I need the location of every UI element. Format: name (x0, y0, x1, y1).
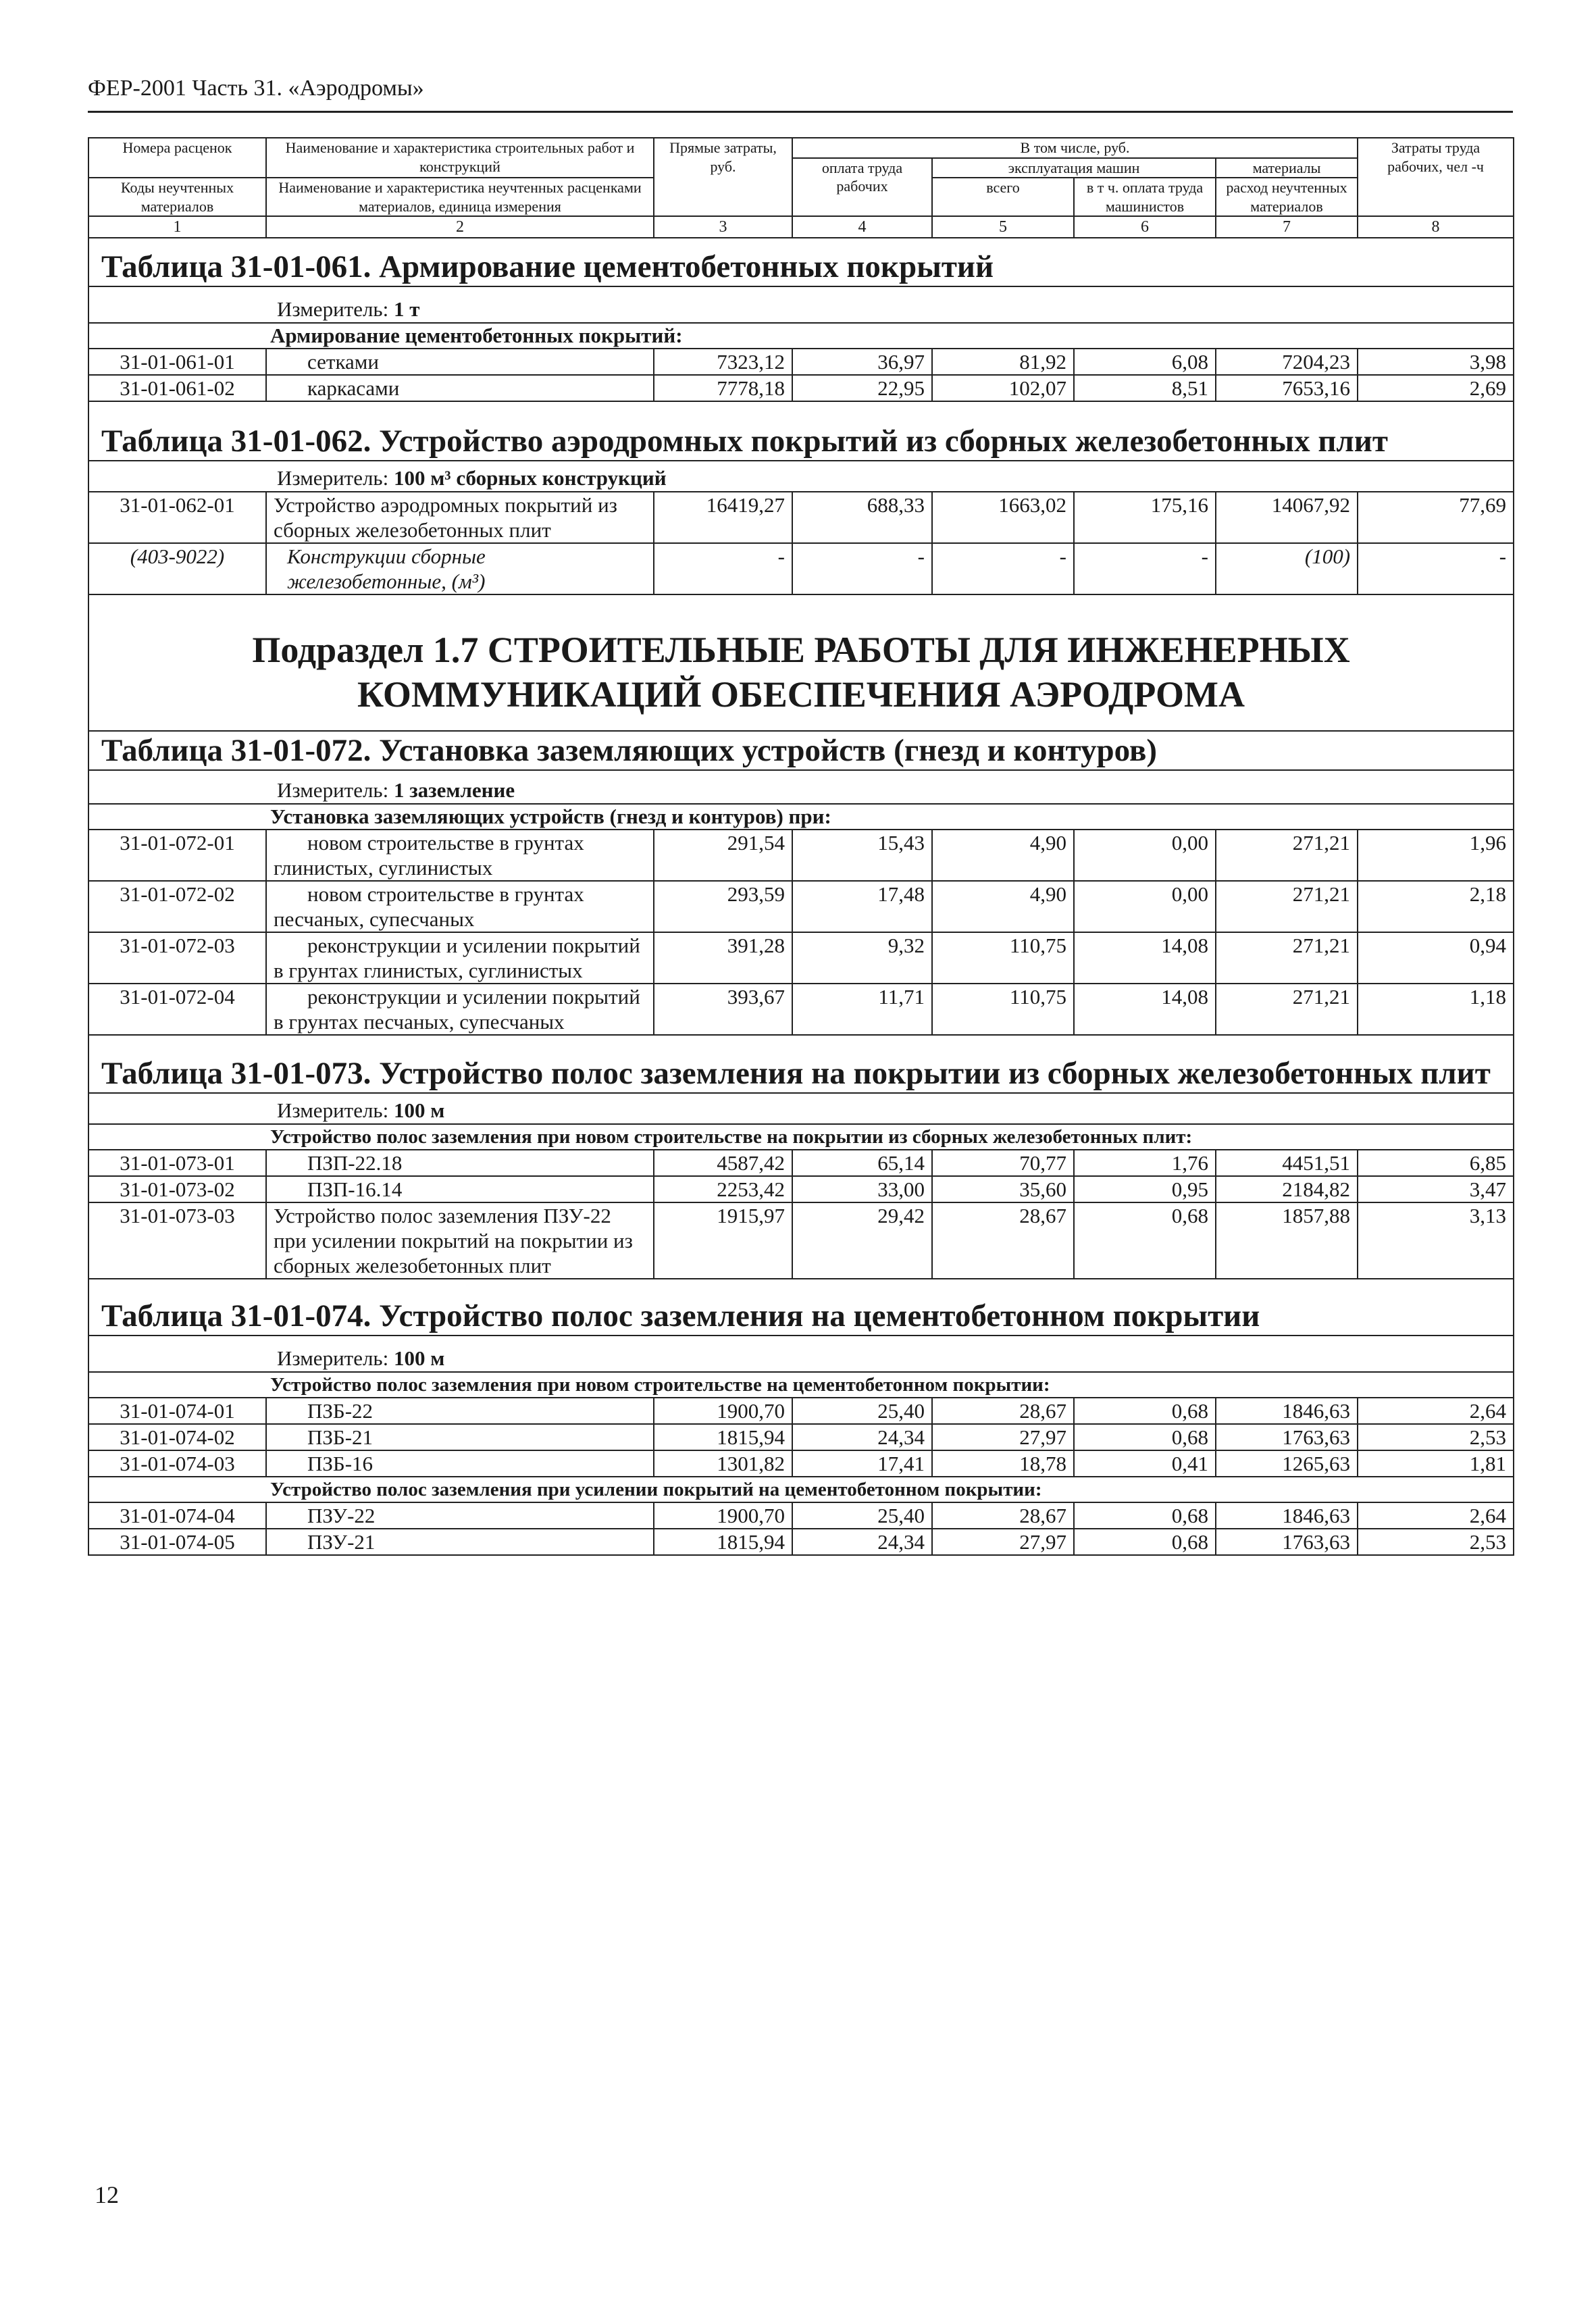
table-cell: 25,40 (792, 1398, 932, 1424)
table-cell: Подраздел 1.7 СТРОИТЕЛЬНЫЕ РАБОТЫ ДЛЯ ИНЖЕНЕРНЫХ КОММУНИКАЦИЙ ОБЕСПЕЧЕНИЯ АЭРОДРОМА (88, 594, 1514, 731)
table-cell: 4,90 (932, 830, 1074, 881)
table-cell: 2,64 (1358, 1502, 1514, 1529)
table-row (88, 1150, 1514, 1176)
table-cell: 29,42 (792, 1202, 932, 1279)
col-machines-total: всего (932, 178, 1074, 216)
table-cell: 0,68 (1074, 1529, 1216, 1555)
table-cell: 2,53 (1358, 1424, 1514, 1450)
table-cell: ПЗБ-21 (266, 1424, 654, 1450)
table-cell: ПЗБ-16 (266, 1450, 654, 1477)
table-cell: Установка заземляющих устройств (гнезд и контуров) при: (88, 804, 1514, 830)
table-cell: 77,69 (1358, 492, 1514, 543)
table-cell: 110,75 (932, 932, 1074, 984)
col-material-codes: Коды неучтенных материалов (88, 178, 266, 216)
table-cell: 1846,63 (1216, 1502, 1358, 1529)
table-cell: 393,67 (654, 984, 792, 1035)
table-cell: 271,21 (1216, 830, 1358, 881)
col-machines: эксплуатация машин (932, 158, 1216, 178)
table-cell: 7204,23 (1216, 349, 1358, 375)
subsection-title (88, 594, 1514, 731)
table-cell: 14067,92 (1216, 492, 1358, 543)
page-number: 12 (95, 2181, 119, 2208)
table-row (88, 881, 1514, 932)
table-cell: ПЗБ-22 (266, 1398, 654, 1424)
table-cell: Измеритель: 1 заземление (88, 770, 1514, 804)
material-row (88, 543, 1514, 594)
table-cell: 31-01-072-02 (88, 881, 266, 932)
table-cell: Армирование цементобетонных покрытий: (88, 323, 1514, 349)
col-labor: Затраты труда рабочих, чел -ч (1358, 138, 1514, 216)
table-cell: 4451,51 (1216, 1150, 1358, 1176)
table-cell: 28,67 (932, 1398, 1074, 1424)
table-074-section-2 (88, 1477, 1514, 1502)
table-cell: - (792, 543, 932, 594)
table-cell: 1763,63 (1216, 1529, 1358, 1555)
table-cell: 175,16 (1074, 492, 1216, 543)
table-cell: 14,08 (1074, 984, 1216, 1035)
table-cell: Устройство полос заземления при усилении покрытий на цементобетонном покрытии: (88, 1477, 1514, 1502)
table-cell: реконструкции и усилении покрытий в грунтах глинистых, суглинистых (266, 932, 654, 984)
table-row (88, 984, 1514, 1035)
table-cell: 0,00 (1074, 830, 1216, 881)
table-cell: 1,81 (1358, 1450, 1514, 1477)
table-cell: ПЗУ-21 (266, 1529, 654, 1555)
table-cell: 0,94 (1358, 932, 1514, 984)
table-cell: 1 (88, 216, 266, 238)
table-cell: 31-01-062-01 (88, 492, 266, 543)
table-cell: 31-01-074-05 (88, 1529, 266, 1555)
table-cell: 7323,12 (654, 349, 792, 375)
table-cell: 2,64 (1358, 1398, 1514, 1424)
table-cell: реконструкции и усилении покрытий в грунтах песчаных, супесчаных (266, 984, 654, 1035)
table-062-meter (88, 461, 1514, 492)
table-cell: Таблица 31-01-074. Устройство полос заземления на цементобетонном покрытии (88, 1279, 1514, 1336)
table-cell: 1815,94 (654, 1424, 792, 1450)
table-cell: (403-9022) (88, 543, 266, 594)
col-wages: оплата труда рабочих (792, 158, 932, 217)
table-cell: 7 (1216, 216, 1358, 238)
table-cell: 271,21 (1216, 984, 1358, 1035)
table-cell: Устройство полос заземления при новом строительстве на покрытии из сборных железобетонных плит: (88, 1124, 1514, 1150)
table-cell: - (1074, 543, 1216, 594)
table-cell: 0,95 (1074, 1176, 1216, 1202)
price-sheet (88, 137, 1513, 1554)
table-cell: 16419,27 (654, 492, 792, 543)
table-cell: 0,41 (1074, 1450, 1216, 1477)
table-cell: 1265,63 (1216, 1450, 1358, 1477)
table-cell: 1,18 (1358, 984, 1514, 1035)
table-cell: 271,21 (1216, 932, 1358, 984)
table-cell: 1915,97 (654, 1202, 792, 1279)
page-header: ФЕР-2001 Часть 31. «Аэродромы» (88, 76, 424, 101)
table-073-meter (88, 1093, 1514, 1124)
table-cell: 1900,70 (654, 1502, 792, 1529)
table-cell: - (932, 543, 1074, 594)
table-cell: 70,77 (932, 1150, 1074, 1176)
table-cell: 6,08 (1074, 349, 1216, 375)
table-cell: 28,67 (932, 1502, 1074, 1529)
table-cell: 3,13 (1358, 1202, 1514, 1279)
table-cell: 7778,18 (654, 375, 792, 401)
table-cell: - (654, 543, 792, 594)
table-row (88, 375, 1514, 401)
table-cell: 31-01-072-04 (88, 984, 266, 1035)
table-cell: 24,34 (792, 1424, 932, 1450)
table-072-meter (88, 770, 1514, 804)
col-materials: материалы (1216, 158, 1358, 178)
table-row (88, 1398, 1514, 1424)
table-cell: Таблица 31-01-061. Армирование цементобетонных покрытий (88, 238, 1514, 286)
table-cell: 31-01-073-03 (88, 1202, 266, 1279)
table-cell: каркасами (266, 375, 654, 401)
table-cell: 17,48 (792, 881, 932, 932)
table-062-title (88, 401, 1514, 461)
table-cell: 17,41 (792, 1450, 932, 1477)
table-cell: 31-01-074-02 (88, 1424, 266, 1450)
table-cell: 3,47 (1358, 1176, 1514, 1202)
table-cell: новом строительстве в грунтах песчаных, супесчаных (266, 881, 654, 932)
table-061-section (88, 323, 1514, 349)
col-in-that: В том числе, руб. (792, 138, 1358, 158)
table-cell: 14,08 (1074, 932, 1216, 984)
table-cell: Измеритель: 100 м³ сборных конструкций (88, 461, 1514, 492)
table-cell: 27,97 (932, 1529, 1074, 1555)
table-074-meter (88, 1336, 1514, 1372)
table-cell: (100) (1216, 543, 1358, 594)
table-cell: 65,14 (792, 1150, 932, 1176)
table-cell: 8,51 (1074, 375, 1216, 401)
table-cell: 35,60 (932, 1176, 1074, 1202)
header-rule (88, 111, 1513, 113)
table-cell: 31-01-074-01 (88, 1398, 266, 1424)
table-cell: 1857,88 (1216, 1202, 1358, 1279)
table-cell: 18,78 (932, 1450, 1074, 1477)
price-table (88, 137, 1514, 1556)
table-cell: ПЗУ-22 (266, 1502, 654, 1529)
table-cell: Устройство полос заземления при новом строительстве на цементобетонном покрытии: (88, 1372, 1514, 1398)
table-cell: 4 (792, 216, 932, 238)
table-cell: 31-01-072-01 (88, 830, 266, 881)
table-cell: 31-01-073-02 (88, 1176, 266, 1202)
table-cell: 31-01-072-03 (88, 932, 266, 984)
column-numbers (88, 216, 1514, 238)
table-cell: 25,40 (792, 1502, 932, 1529)
table-cell: 33,00 (792, 1176, 932, 1202)
table-072-section (88, 804, 1514, 830)
table-cell: 2,53 (1358, 1529, 1514, 1555)
col-material-use: расход неучтенных материалов (1216, 178, 1358, 216)
table-row (88, 492, 1514, 543)
table-cell: 2184,82 (1216, 1176, 1358, 1202)
table-cell: 2253,42 (654, 1176, 792, 1202)
table-cell: 391,28 (654, 932, 792, 984)
table-cell: 688,33 (792, 492, 932, 543)
table-cell: 6 (1074, 216, 1216, 238)
table-cell: 1,96 (1358, 830, 1514, 881)
table-cell: 271,21 (1216, 881, 1358, 932)
table-cell: 27,97 (932, 1424, 1074, 1450)
table-cell: 1,76 (1074, 1150, 1216, 1176)
table-cell: 1815,94 (654, 1529, 792, 1555)
table-cell: 31-01-074-04 (88, 1502, 266, 1529)
table-cell: 1763,63 (1216, 1424, 1358, 1450)
table-cell: 9,32 (792, 932, 932, 984)
table-cell: 3,98 (1358, 349, 1514, 375)
table-cell: 28,67 (932, 1202, 1074, 1279)
col-work-name: Наименование и характеристика строительных работ и конструкций (266, 138, 654, 178)
table-cell: 2 (266, 216, 654, 238)
table-row (88, 349, 1514, 375)
table-061-meter (88, 286, 1514, 323)
table-cell: 81,92 (932, 349, 1074, 375)
table-cell: Устройство полос заземления ПЗУ-22 при усилении покрытий на покрытии из сборных железобетонных плит (266, 1202, 654, 1279)
table-cell: 1663,02 (932, 492, 1074, 543)
table-cell: 31-01-073-01 (88, 1150, 266, 1176)
table-cell: 7653,16 (1216, 375, 1358, 401)
table-cell: 1900,70 (654, 1398, 792, 1424)
table-cell: 8 (1358, 216, 1514, 238)
col-rate-number: Номера расценок (88, 138, 266, 178)
table-cell: 22,95 (792, 375, 932, 401)
table-cell: 24,34 (792, 1529, 932, 1555)
table-cell: 0,68 (1074, 1202, 1216, 1279)
table-cell: 1301,82 (654, 1450, 792, 1477)
table-cell: 0,68 (1074, 1502, 1216, 1529)
table-cell: 291,54 (654, 830, 792, 881)
table-cell: 1846,63 (1216, 1398, 1358, 1424)
table-cell: 0,00 (1074, 881, 1216, 932)
table-cell: 31-01-061-02 (88, 375, 266, 401)
col-machinist-wages: в т ч. оплата труда машинистов (1074, 178, 1216, 216)
table-cell: 293,59 (654, 881, 792, 932)
col-direct-costs: Прямые затраты, руб. (654, 138, 792, 216)
col-material-names: Наименование и характеристика неучтенных расценками материалов, единица измерения (266, 178, 654, 216)
table-cell: 110,75 (932, 984, 1074, 1035)
table-cell: Устройство аэродромных покрытий из сборных железобетонных плит (266, 492, 654, 543)
table-072-title (88, 731, 1514, 770)
table-cell: 4587,42 (654, 1150, 792, 1176)
table-row (88, 1529, 1514, 1555)
table-cell: Конструкции сборные железобетонные, (м³) (266, 543, 654, 594)
table-061-title (88, 238, 1514, 286)
table-row (88, 1202, 1514, 1279)
table-cell: ПЗП-22.18 (266, 1150, 654, 1176)
table-cell: 3 (654, 216, 792, 238)
table-cell: 5 (932, 216, 1074, 238)
table-cell: 11,71 (792, 984, 932, 1035)
table-cell: 31-01-061-01 (88, 349, 266, 375)
table-row (88, 932, 1514, 984)
table-cell: Измеритель: 100 м (88, 1093, 1514, 1124)
table-074-section-1 (88, 1372, 1514, 1398)
table-row (88, 1176, 1514, 1202)
table-cell: сетками (266, 349, 654, 375)
table-cell: Таблица 31-01-073. Устройство полос заземления на покрытии из сборных железобетонных плит (88, 1035, 1514, 1093)
table-cell: 102,07 (932, 375, 1074, 401)
table-074-title (88, 1279, 1514, 1336)
table-row (88, 1424, 1514, 1450)
table-cell: Измеритель: 1 т (88, 286, 1514, 323)
table-cell: 0,68 (1074, 1424, 1216, 1450)
table-cell: Таблица 31-01-072. Установка заземляющих устройств (гнезд и контуров) (88, 731, 1514, 770)
table-cell: Измеритель: 100 м (88, 1336, 1514, 1372)
table-cell: 36,97 (792, 349, 932, 375)
table-cell: 2,18 (1358, 881, 1514, 932)
table-cell: Таблица 31-01-062. Устройство аэродромных покрытий из сборных железобетонных плит (88, 401, 1514, 461)
table-cell: 0,68 (1074, 1398, 1216, 1424)
table-073-title (88, 1035, 1514, 1093)
table-cell: 15,43 (792, 830, 932, 881)
table-cell: 6,85 (1358, 1150, 1514, 1176)
table-row (88, 1502, 1514, 1529)
table-cell: - (1358, 543, 1514, 594)
header-row-1 (88, 138, 1514, 158)
table-row (88, 1450, 1514, 1477)
table-row (88, 830, 1514, 881)
table-cell: 2,69 (1358, 375, 1514, 401)
table-cell: ПЗП-16.14 (266, 1176, 654, 1202)
table-073-section (88, 1124, 1514, 1150)
table-cell: 4,90 (932, 881, 1074, 932)
table-cell: новом строительстве в грунтах глинистых, суглинистых (266, 830, 654, 881)
table-cell: 31-01-074-03 (88, 1450, 266, 1477)
